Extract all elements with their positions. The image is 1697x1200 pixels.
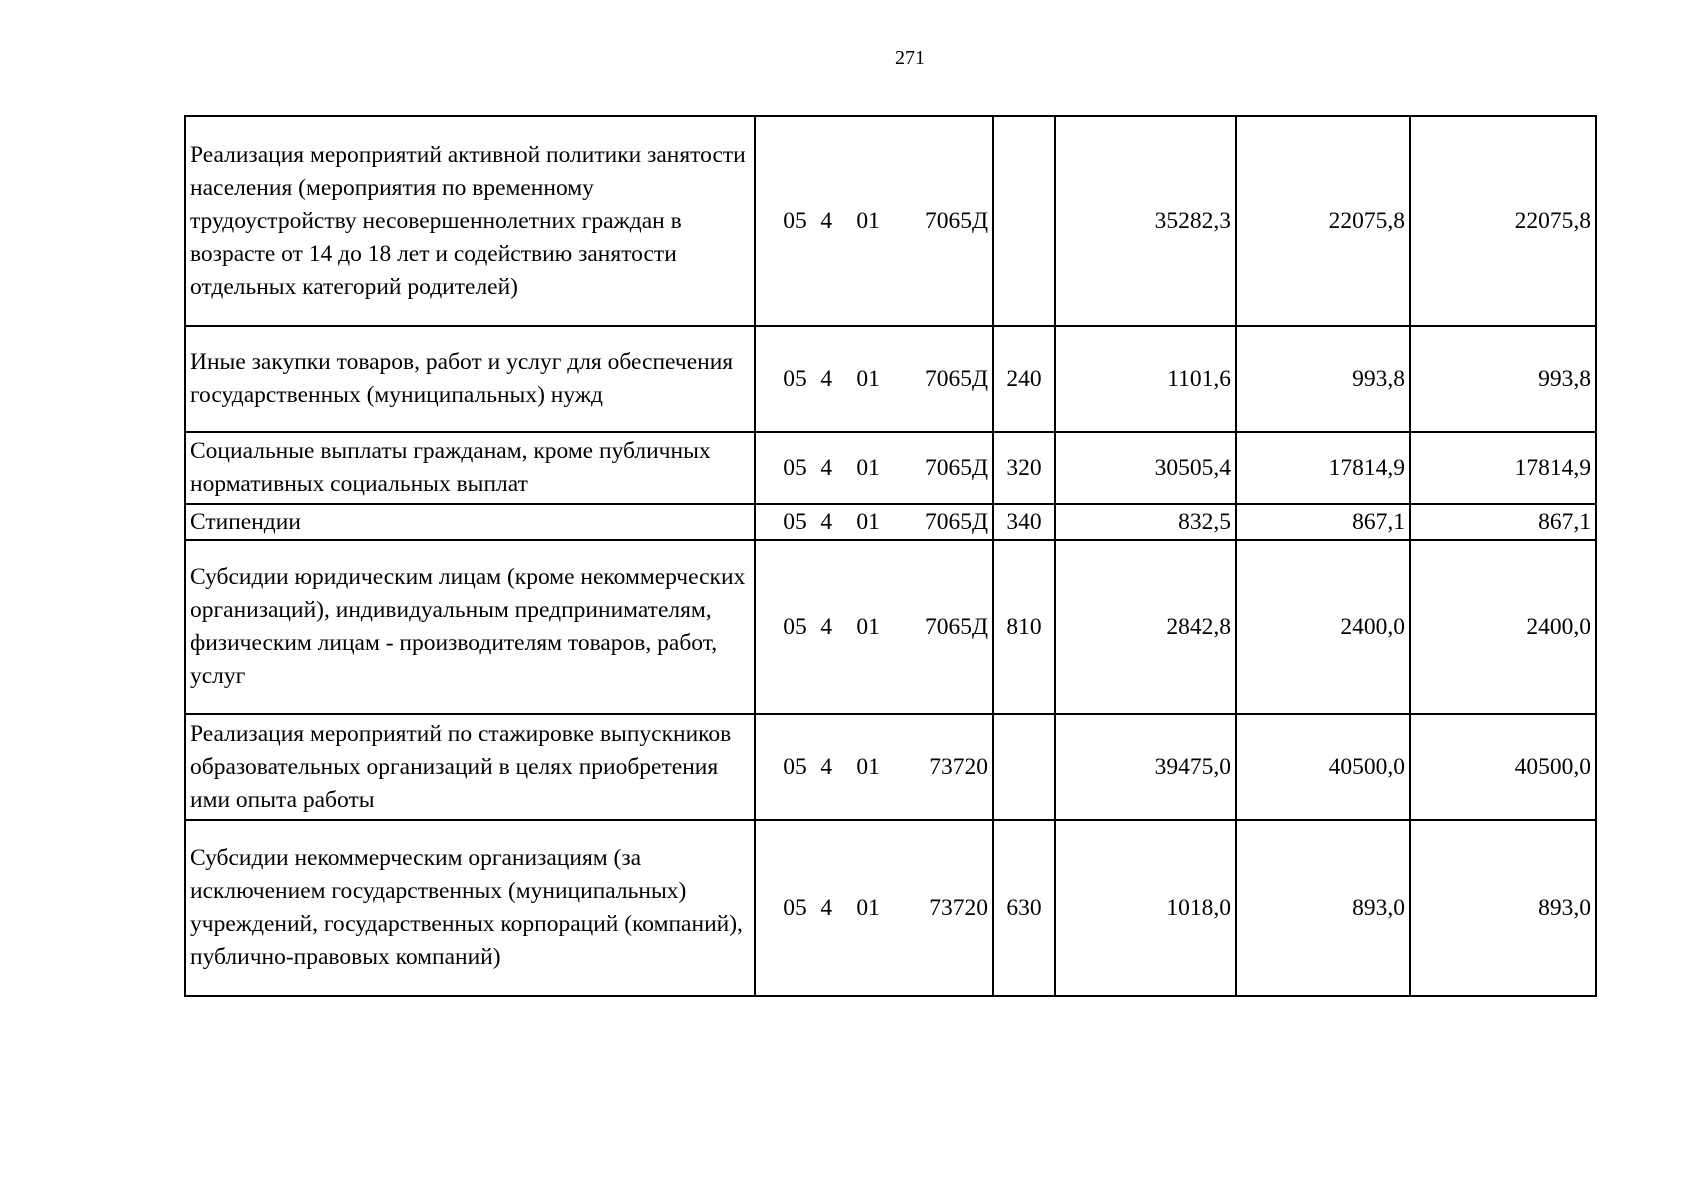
row-vid bbox=[993, 714, 1055, 820]
row-sum-2: 867,1 bbox=[1236, 504, 1410, 540]
table-row bbox=[185, 540, 1596, 714]
row-name: Субсидии юридическим лицам (кроме некоммерческих организаций), индивидуальным предпринимателям, физическим лицам - производителям товаров, работ, услуг bbox=[185, 540, 755, 714]
row-name: Стипендии bbox=[185, 504, 755, 540]
code-program: 4 bbox=[820, 365, 833, 392]
code-direction: 7065Д bbox=[924, 365, 988, 392]
row-sum-3: 2400,0 bbox=[1410, 540, 1596, 714]
code-razdel: 05 bbox=[783, 894, 807, 921]
table-row bbox=[185, 326, 1596, 432]
row-vid: 340 bbox=[993, 504, 1055, 540]
row-code bbox=[755, 116, 993, 326]
code-subprogram: 01 bbox=[856, 508, 880, 535]
row-name: Реализация мероприятий по стажировке выпускников образовательных организаций в целях приобретения ими опыта работы bbox=[185, 714, 755, 820]
row-name: Реализация мероприятий активной политики занятости населения (мероприятия по временному трудоустройству несовершеннолетних граждан в возрасте от 14 до 18 лет и содействию занятости отдельных категорий родителей) bbox=[185, 116, 755, 326]
row-sum-1: 35282,3 bbox=[1055, 116, 1236, 326]
row-sum-1: 1101,6 bbox=[1055, 326, 1236, 432]
table-row bbox=[185, 432, 1596, 504]
row-sum-3: 893,0 bbox=[1410, 820, 1596, 996]
row-sum-3: 40500,0 bbox=[1410, 714, 1596, 820]
code-subprogram: 01 bbox=[856, 365, 880, 392]
table-row bbox=[185, 504, 1596, 540]
row-code bbox=[755, 540, 993, 714]
row-sum-2: 993,8 bbox=[1236, 326, 1410, 432]
row-sum-1: 39475,0 bbox=[1055, 714, 1236, 820]
code-razdel: 05 bbox=[783, 508, 807, 535]
code-subprogram: 01 bbox=[856, 454, 880, 481]
row-code bbox=[755, 714, 993, 820]
row-sum-2: 17814,9 bbox=[1236, 432, 1410, 504]
code-razdel: 05 bbox=[783, 454, 807, 481]
code-direction: 7065Д bbox=[924, 508, 988, 535]
row-sum-3: 17814,9 bbox=[1410, 432, 1596, 504]
row-vid: 630 bbox=[993, 820, 1055, 996]
code-program: 4 bbox=[820, 613, 833, 640]
row-code bbox=[755, 326, 993, 432]
row-sum-3: 22075,8 bbox=[1410, 116, 1596, 326]
code-direction: 7065Д bbox=[924, 207, 988, 234]
row-vid: 240 bbox=[993, 326, 1055, 432]
row-name: Субсидии некоммерческим организациям (за исключением государственных (муниципальных) учреждений, государственных корпораций (компаний), публично-правовых компаний) bbox=[185, 820, 755, 996]
page-number: 271 bbox=[895, 47, 925, 69]
code-direction: 7065Д bbox=[924, 613, 988, 640]
row-sum-1: 1018,0 bbox=[1055, 820, 1236, 996]
code-program: 4 bbox=[820, 753, 833, 780]
code-subprogram: 01 bbox=[856, 613, 880, 640]
row-sum-3: 867,1 bbox=[1410, 504, 1596, 540]
code-razdel: 05 bbox=[783, 207, 807, 234]
row-code bbox=[755, 820, 993, 996]
code-subprogram: 01 bbox=[856, 207, 880, 234]
table-row bbox=[185, 714, 1596, 820]
row-sum-1: 832,5 bbox=[1055, 504, 1236, 540]
code-direction: 73720 bbox=[929, 753, 988, 780]
code-program: 4 bbox=[820, 454, 833, 481]
code-subprogram: 01 bbox=[856, 894, 880, 921]
code-subprogram: 01 bbox=[856, 753, 880, 780]
code-program: 4 bbox=[820, 894, 833, 921]
row-sum-2: 893,0 bbox=[1236, 820, 1410, 996]
code-direction: 7065Д bbox=[924, 454, 988, 481]
row-name: Иные закупки товаров, работ и услуг для обеспечения государственных (муниципальных) нужд bbox=[185, 326, 755, 432]
row-name: Социальные выплаты гражданам, кроме публичных нормативных социальных выплат bbox=[185, 432, 755, 504]
table-row bbox=[185, 116, 1596, 326]
row-sum-1: 30505,4 bbox=[1055, 432, 1236, 504]
code-razdel: 05 bbox=[783, 365, 807, 392]
row-sum-2: 22075,8 bbox=[1236, 116, 1410, 326]
code-razdel: 05 bbox=[783, 753, 807, 780]
row-vid: 810 bbox=[993, 540, 1055, 714]
row-code bbox=[755, 432, 993, 504]
row-code bbox=[755, 504, 993, 540]
code-razdel: 05 bbox=[783, 613, 807, 640]
row-sum-3: 993,8 bbox=[1410, 326, 1596, 432]
budget-table bbox=[184, 115, 1597, 997]
code-direction: 73720 bbox=[929, 894, 988, 921]
table-row bbox=[185, 820, 1596, 996]
code-program: 4 bbox=[820, 207, 833, 234]
row-sum-2: 40500,0 bbox=[1236, 714, 1410, 820]
row-vid: 320 bbox=[993, 432, 1055, 504]
code-program: 4 bbox=[820, 508, 833, 535]
row-sum-1: 2842,8 bbox=[1055, 540, 1236, 714]
row-vid bbox=[993, 116, 1055, 326]
row-sum-2: 2400,0 bbox=[1236, 540, 1410, 714]
